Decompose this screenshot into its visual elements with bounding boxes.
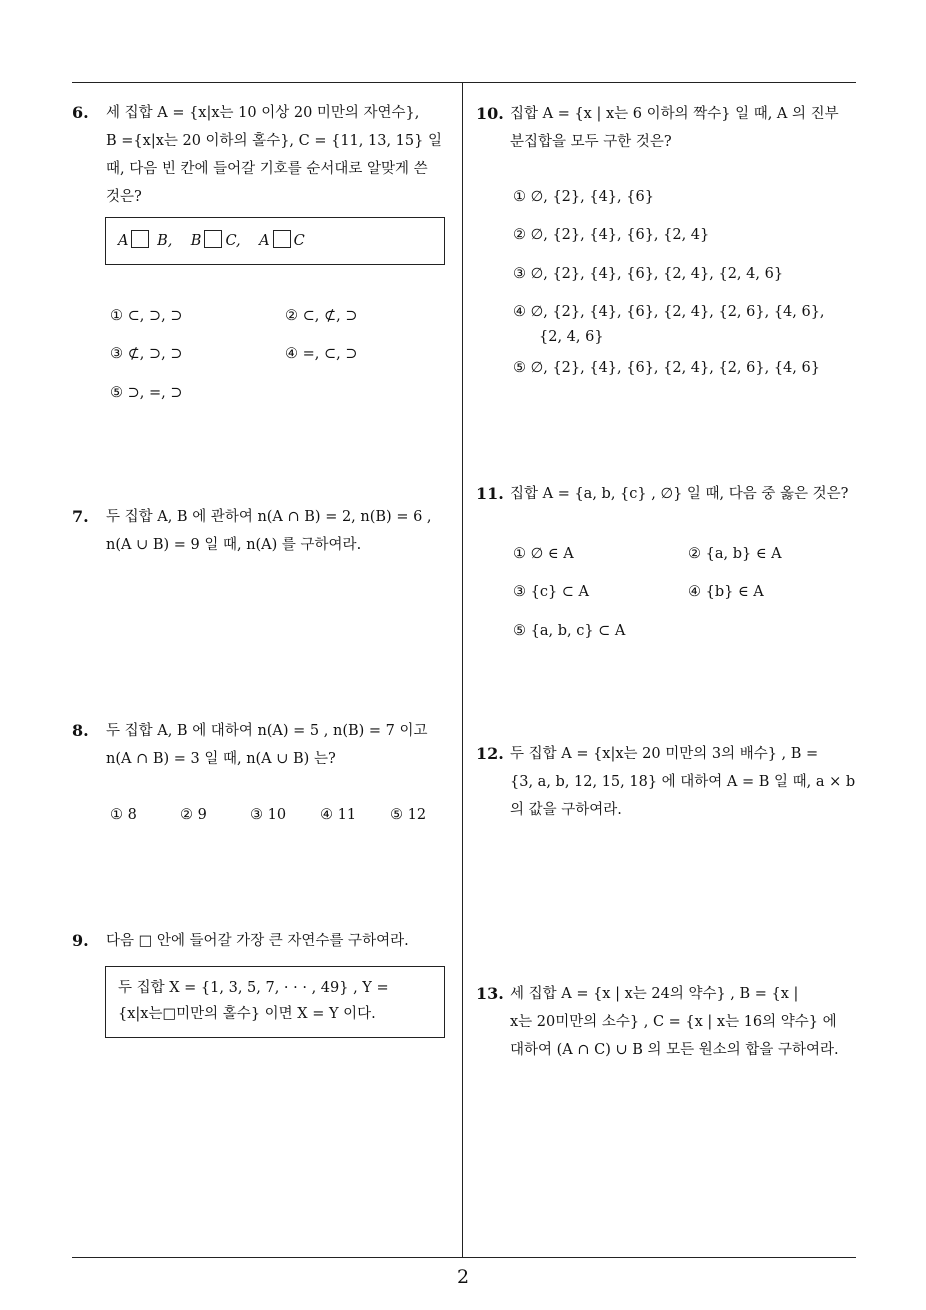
option-1[interactable]: ① ∅ ∈ A xyxy=(513,546,574,562)
box-text: {x|x는□미만의 홀수} 이면 X = Y 이다. xyxy=(118,1006,376,1022)
column-divider xyxy=(462,83,463,1257)
question-number: 11. xyxy=(476,484,504,503)
question-number: 12. xyxy=(476,744,504,763)
blank-box xyxy=(273,230,291,248)
question-11 xyxy=(476,480,860,508)
text-line: 것은? xyxy=(106,189,142,205)
option-4[interactable]: ④ ∅, {2}, {4}, {6}, {2, 4}, {2, 6}, {4, 6}, xyxy=(513,304,825,320)
option-5[interactable]: ⑤ ∅, {2}, {4}, {6}, {2, 4}, {2, 6}, {4, 6} xyxy=(513,360,820,376)
option-4[interactable]: ④ =, ⊂, ⊃ xyxy=(285,346,358,362)
q10-options xyxy=(513,183,858,383)
text-line: {3, a, b, 12, 15, 18} 에 대하여 A = B 일 때, a × b xyxy=(510,774,856,790)
question-13 xyxy=(476,980,860,1064)
text-line: 세 집합 A = {x|x는 10 이상 20 미만의 자연수}, xyxy=(106,105,420,121)
option-3[interactable]: ③ ∅, {2}, {4}, {6}, {2, 4}, {2, 4, 6} xyxy=(513,266,784,282)
box-text: C, xyxy=(225,233,241,249)
question-number: 6. xyxy=(72,103,89,122)
question-number: 9. xyxy=(72,931,89,950)
option-5[interactable]: ⑤ 12 xyxy=(390,807,427,823)
text-line: 두 집합 A, B 에 관하여 n(A ∩ B) = 2, n(B) = 6 , xyxy=(106,509,432,525)
q9-condition-box xyxy=(105,966,445,1038)
question-text xyxy=(510,740,860,824)
text-line: 두 집합 A, B 에 대하여 n(A) = 5 , n(B) = 7 이고 xyxy=(106,723,428,739)
text-line: 두 집합 A = {x|x는 20 미만의 3의 배수} , B = xyxy=(510,746,819,762)
question-text xyxy=(510,980,860,1064)
option-5[interactable]: ⑤ {a, b, c} ⊂ A xyxy=(513,623,626,639)
text-line: B ={x|x는 20 이하의 홀수}, C = {11, 13, 15} 일 xyxy=(106,133,442,149)
option-3[interactable]: ③ {c} ⊂ A xyxy=(513,584,590,600)
q11-options xyxy=(513,540,858,650)
top-rule xyxy=(72,82,856,83)
text-line: 분집합을 모두 구한 것은? xyxy=(510,134,672,150)
page-number: 2 xyxy=(456,1266,470,1288)
question-number: 7. xyxy=(72,507,89,526)
question-9 xyxy=(72,927,454,955)
option-2[interactable]: ② ⊂, ⊄, ⊃ xyxy=(285,308,358,324)
text-line: x는 20미만의 소수} , C = {x | x는 16의 약수} 에 xyxy=(510,1014,837,1030)
option-2[interactable]: ② 9 xyxy=(180,807,207,823)
text-line: 세 집합 A = {x | x는 24의 약수} , B = {x | xyxy=(510,986,799,1002)
text-line: 대하여 (A ∩ C) ∪ B 의 모든 원소의 합을 구하여라. xyxy=(510,1042,839,1058)
option-4[interactable]: ④ {b} ∈ A xyxy=(688,584,764,600)
option-1[interactable]: ① 8 xyxy=(110,807,137,823)
blank-box xyxy=(131,230,149,248)
bottom-rule xyxy=(72,1257,856,1258)
text-line: n(A ∪ B) = 9 일 때, n(A) 를 구하여라. xyxy=(106,537,362,553)
question-text: 다음 □ 안에 들어갈 가장 큰 자연수를 구하여라. xyxy=(106,933,409,949)
question-text xyxy=(510,100,860,156)
question-text xyxy=(106,99,454,211)
box-text: A xyxy=(259,233,270,249)
box-text: B xyxy=(190,233,202,249)
question-number: 8. xyxy=(72,721,89,740)
q8-options xyxy=(110,801,450,831)
q6-condition-box xyxy=(105,217,445,265)
option-2[interactable]: ② {a, b} ∈ A xyxy=(688,546,782,562)
question-12 xyxy=(476,740,860,824)
box-text: 두 집합 X = {1, 3, 5, 7, · · · , 49} , Y = xyxy=(118,980,389,996)
question-text: 집합 A = {a, b, {c} , ∅} 일 때, 다음 중 옳은 것은? xyxy=(510,486,849,502)
question-6 xyxy=(72,99,454,211)
text-line: n(A ∩ B) = 3 일 때, n(A ∪ B) 는? xyxy=(106,751,336,767)
option-4[interactable]: ④ 11 xyxy=(320,807,357,823)
text-line: 의 값을 구하여라. xyxy=(510,802,622,818)
option-2[interactable]: ② ∅, {2}, {4}, {6}, {2, 4} xyxy=(513,227,710,243)
q6-options xyxy=(110,302,450,412)
text-line: 집합 A = {x | x는 6 이하의 짝수} 일 때, A 의 진부 xyxy=(510,106,839,122)
option-4-continued: {2, 4, 6} xyxy=(539,329,604,345)
question-text xyxy=(106,717,454,773)
blank-box xyxy=(204,230,222,248)
box-text: C xyxy=(293,233,305,249)
option-1[interactable]: ① ∅, {2}, {4}, {6} xyxy=(513,189,654,205)
box-text: A xyxy=(118,233,129,249)
option-3[interactable]: ③ 10 xyxy=(250,807,287,823)
option-1[interactable]: ① ⊂, ⊃, ⊃ xyxy=(110,308,183,324)
question-8 xyxy=(72,717,454,773)
question-number: 13. xyxy=(476,984,504,1003)
option-5[interactable]: ⑤ ⊃, =, ⊃ xyxy=(110,385,183,401)
question-number: 10. xyxy=(476,104,504,123)
question-7 xyxy=(72,503,454,559)
question-text xyxy=(106,503,454,559)
box-text: B, xyxy=(157,233,173,249)
question-10 xyxy=(476,100,860,156)
text-line: 때, 다음 빈 칸에 들어갈 기호를 순서대로 알맞게 쓴 xyxy=(106,161,428,177)
option-3[interactable]: ③ ⊄, ⊃, ⊃ xyxy=(110,346,183,362)
